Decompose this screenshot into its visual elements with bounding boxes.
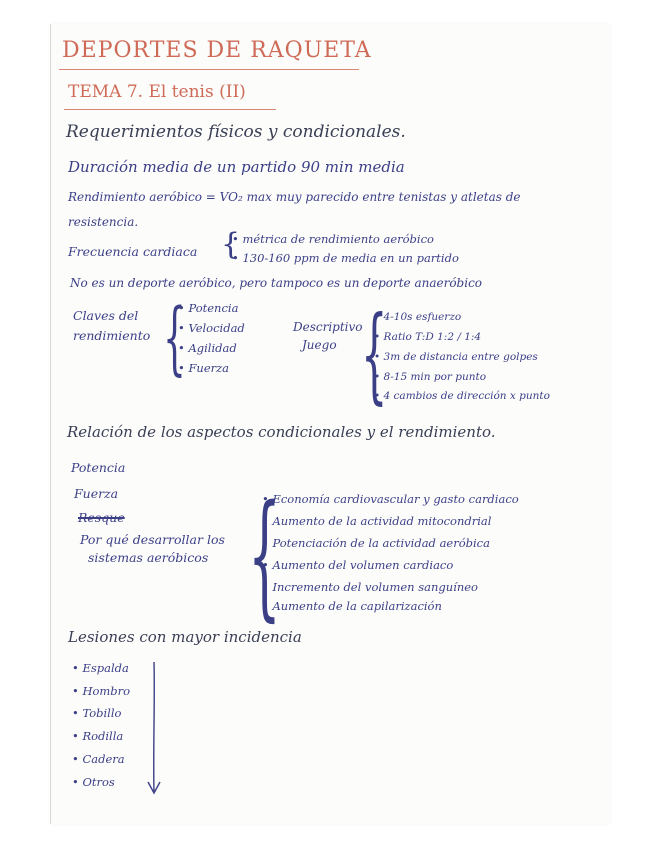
lesion-item-3: • Tobillo: [72, 706, 122, 720]
aerobicos-item-4: • Aumento del volumen cardiaco: [262, 558, 454, 572]
claves-item-3: • Agilidad: [178, 341, 237, 355]
descriptivo-brace: {: [361, 293, 388, 415]
claves-label-line1: Claves del: [73, 308, 139, 323]
section-heading-requerimientos: Requerimientos físicos y condicionales.: [66, 122, 406, 142]
page-title: DEPORTES DE RAQUETA: [62, 38, 372, 63]
descriptivo-item-2: • Ratio T:D 1:2 / 1:4: [374, 331, 482, 343]
porque-line1: Por qué desarrollar los: [80, 532, 225, 547]
aerobicos-brace: {: [248, 477, 281, 635]
claves-item-2: • Velocidad: [178, 321, 245, 335]
descriptivo-label-line2: Juego: [302, 338, 337, 352]
lesion-item-5: • Cadera: [72, 752, 125, 766]
frecuencia-item-2: • 130-160 ppm de media en un partido: [232, 251, 459, 265]
crossed-out-word: Resque: [78, 510, 125, 525]
lesion-item-4: • Rodilla: [72, 729, 124, 743]
aerobicos-item-1: • Economía cardiovascular y gasto cardiaco: [262, 492, 519, 506]
duracion-text: Duración media de un partido 90 min media: [68, 158, 405, 176]
page-subtitle: TEMA 7. El tenis (II): [68, 82, 246, 102]
deporte-text: No es un deporte aeróbico, pero tampoco es un deporte anaeróbico: [70, 276, 483, 290]
aerobicos-item-3: • Potenciación de la actividad aeróbica: [262, 536, 490, 550]
title-underline: [59, 69, 359, 70]
frecuencia-item-1: • métrica de rendimiento aeróbico: [232, 232, 434, 246]
relacion-potencia: Potencia: [71, 460, 126, 475]
claves-item-1: • Potencia: [178, 301, 239, 315]
down-arrow-icon: [144, 660, 164, 800]
claves-item-4: • Fuerza: [178, 361, 230, 375]
descriptivo-item-1: • 4-10s esfuerzo: [374, 311, 462, 323]
frecuencia-label: Frecuencia cardiaca: [68, 244, 198, 259]
rendimiento-text-line2: resistencia.: [68, 215, 139, 229]
descriptivo-item-4: • 8-15 min por punto: [374, 371, 487, 383]
descriptivo-item-5: • 4 cambios de dirección x punto: [374, 390, 550, 402]
porque-line2: sistemas aeróbicos: [88, 550, 209, 565]
descriptivo-item-3: • 3m de distancia entre golpes: [374, 351, 538, 363]
subtitle-underline: [64, 109, 276, 110]
descriptivo-label-line1: Descriptivo: [293, 320, 363, 334]
lesion-item-1: • Espalda: [72, 661, 129, 675]
rendimiento-text-line1: Rendimiento aeróbico = VO₂ max muy parecido entre tenistas y atletas de: [68, 190, 521, 204]
aerobicos-item-6: • Aumento de la capilarización: [262, 599, 442, 613]
frecuencia-brace: {: [221, 227, 241, 262]
relacion-fuerza: Fuerza: [74, 486, 119, 501]
section-heading-lesiones: Lesiones con mayor incidencia: [68, 628, 302, 646]
lesion-item-6: • Otros: [72, 775, 115, 789]
aerobicos-item-2: • Aumento de la actividad mitocondrial: [262, 514, 492, 528]
claves-brace: {: [163, 291, 186, 384]
claves-label-line2: rendimiento: [73, 328, 151, 343]
aerobicos-item-5: • Incremento del volumen sanguíneo: [262, 580, 478, 594]
lesion-item-2: • Hombro: [72, 684, 131, 698]
section-heading-relacion: Relación de los aspectos condicionales y el rendimiento.: [67, 423, 496, 441]
